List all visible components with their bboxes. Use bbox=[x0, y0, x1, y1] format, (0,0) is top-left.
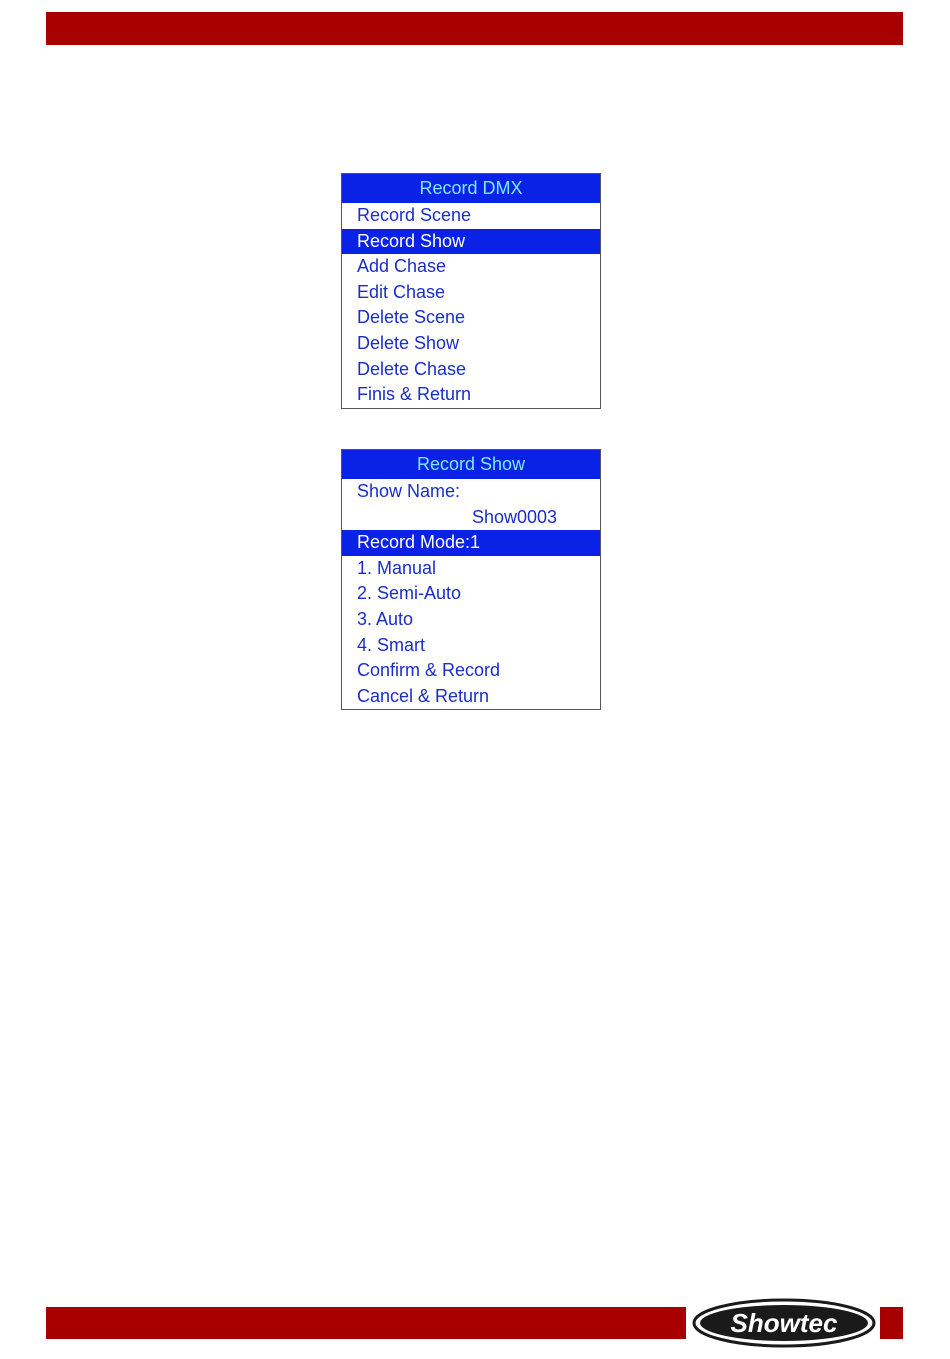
footer-bar bbox=[46, 1307, 686, 1339]
menu-item-add-chase[interactable]: Add Chase bbox=[357, 256, 447, 277]
record-mode-field[interactable]: Record Mode:1 bbox=[342, 530, 600, 556]
header-bar bbox=[46, 12, 903, 45]
confirm-record-item[interactable]: Confirm & Record bbox=[357, 660, 501, 681]
menu-item-record-show[interactable]: Record Show bbox=[342, 229, 600, 255]
menu-item-finis-return[interactable]: Finis & Return bbox=[357, 384, 472, 405]
mode-option-smart[interactable]: 4. Smart bbox=[357, 634, 426, 655]
menu-title: Record DMX bbox=[342, 174, 600, 203]
menu-item-delete-scene[interactable]: Delete Scene bbox=[357, 307, 466, 328]
show-name-label: Show Name: bbox=[357, 481, 461, 501]
mode-option-semi-auto[interactable]: 2. Semi-Auto bbox=[357, 583, 462, 604]
menu-title: Record Show bbox=[342, 450, 600, 479]
mode-option-manual[interactable]: 1. Manual bbox=[357, 557, 437, 578]
menu-item-delete-show[interactable]: Delete Show bbox=[357, 332, 460, 353]
menu-item-edit-chase[interactable]: Edit Chase bbox=[357, 281, 446, 302]
cancel-return-item[interactable]: Cancel & Return bbox=[357, 685, 490, 706]
logo-text: Showtec bbox=[730, 1308, 838, 1338]
menu-item-record-scene[interactable]: Record Scene bbox=[357, 205, 472, 225]
menu-item-delete-chase[interactable]: Delete Chase bbox=[357, 358, 467, 379]
mode-option-auto[interactable]: 3. Auto bbox=[357, 608, 414, 629]
show-name-value[interactable]: Show0003 bbox=[472, 506, 558, 527]
record-show-menu bbox=[341, 449, 601, 710]
showtec-logo bbox=[690, 1297, 878, 1349]
footer-bar-end bbox=[880, 1307, 903, 1339]
record-dmx-menu bbox=[341, 173, 601, 409]
